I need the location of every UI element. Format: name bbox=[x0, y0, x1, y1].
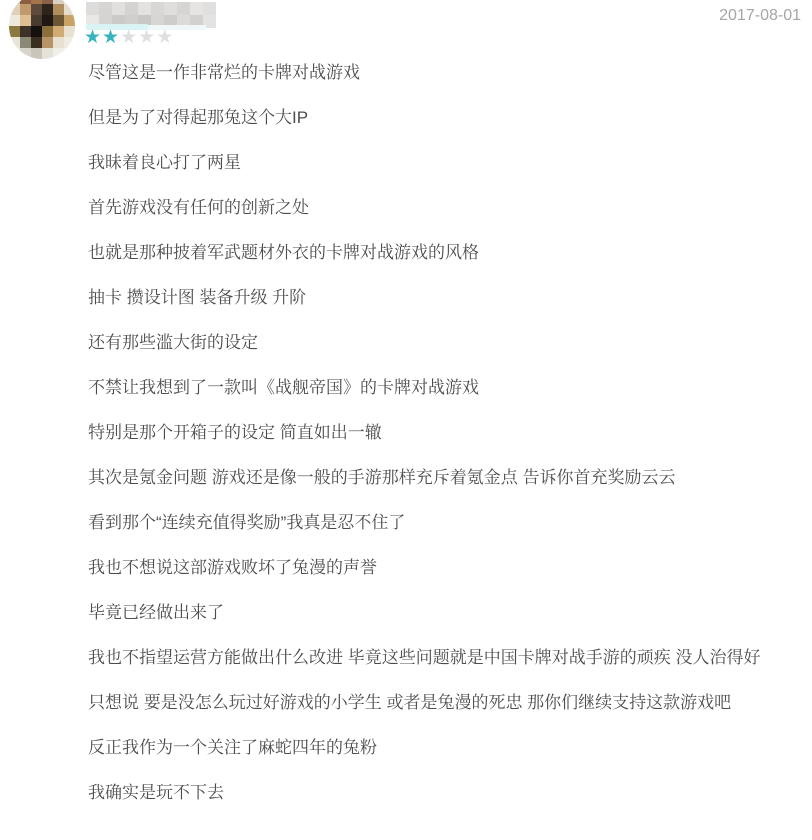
review-line: 看到那个“连续充值得奖励”我真是忍不住了 bbox=[88, 513, 406, 532]
review-body bbox=[88, 61, 798, 826]
star-filled-icon: ★ bbox=[102, 27, 121, 48]
review-line: 尽管这是一作非常烂的卡牌对战游戏 bbox=[88, 63, 360, 82]
review-line: 抽卡 攒设计图 装备升级 升阶 bbox=[88, 288, 307, 307]
review-line: 其次是氪金问题 游戏还是像一般的手游那样充斥着氪金点 告诉你首充奖励云云 bbox=[88, 468, 676, 487]
review-line: 反正我作为一个关注了麻蛇四年的兔粉 bbox=[88, 738, 377, 757]
review-line: 我也不指望运营方能做出什么改进 毕竟这些问题就是中国卡牌对战手游的顽疾 没人治得好 bbox=[88, 648, 761, 667]
review-line: 只想说 要是没怎么玩过好游戏的小学生 或者是兔漫的死忠 那你们继续支持这款游戏吧 bbox=[88, 693, 732, 712]
review-line: 不禁让我想到了一款叫《战舰帝国》的卡牌对战游戏 bbox=[88, 378, 479, 397]
review-date: 2017-08-01 bbox=[719, 7, 801, 24]
star-empty-icon: ★ bbox=[138, 27, 157, 48]
star-empty-icon: ★ bbox=[120, 27, 139, 48]
username[interactable] bbox=[86, 2, 216, 28]
review-line: 首先游戏没有任何的创新之处 bbox=[88, 198, 309, 217]
star-empty-icon: ★ bbox=[156, 27, 175, 48]
review-line: 毕竟已经做出来了 bbox=[88, 603, 224, 622]
review-line: 我确实是玩不下去 bbox=[88, 783, 224, 802]
review-line: 但是为了对得起那兔这个大IP bbox=[88, 108, 309, 127]
review-line: 我昧着良心打了两星 bbox=[88, 153, 241, 172]
review-line: 也就是那种披着军武题材外衣的卡牌对战游戏的风格 bbox=[88, 243, 479, 262]
star-filled-icon: ★ bbox=[84, 27, 103, 48]
star-rating bbox=[84, 27, 174, 49]
avatar-mosaic bbox=[9, 0, 75, 59]
avatar[interactable] bbox=[9, 0, 75, 59]
review-line: 还有那些滥大街的设定 bbox=[88, 333, 258, 352]
review-line: 我也不想说这部游戏败坏了兔漫的声誉 bbox=[88, 558, 377, 577]
review-line: 特别是那个开箱子的设定 简直如出一辙 bbox=[88, 423, 382, 442]
